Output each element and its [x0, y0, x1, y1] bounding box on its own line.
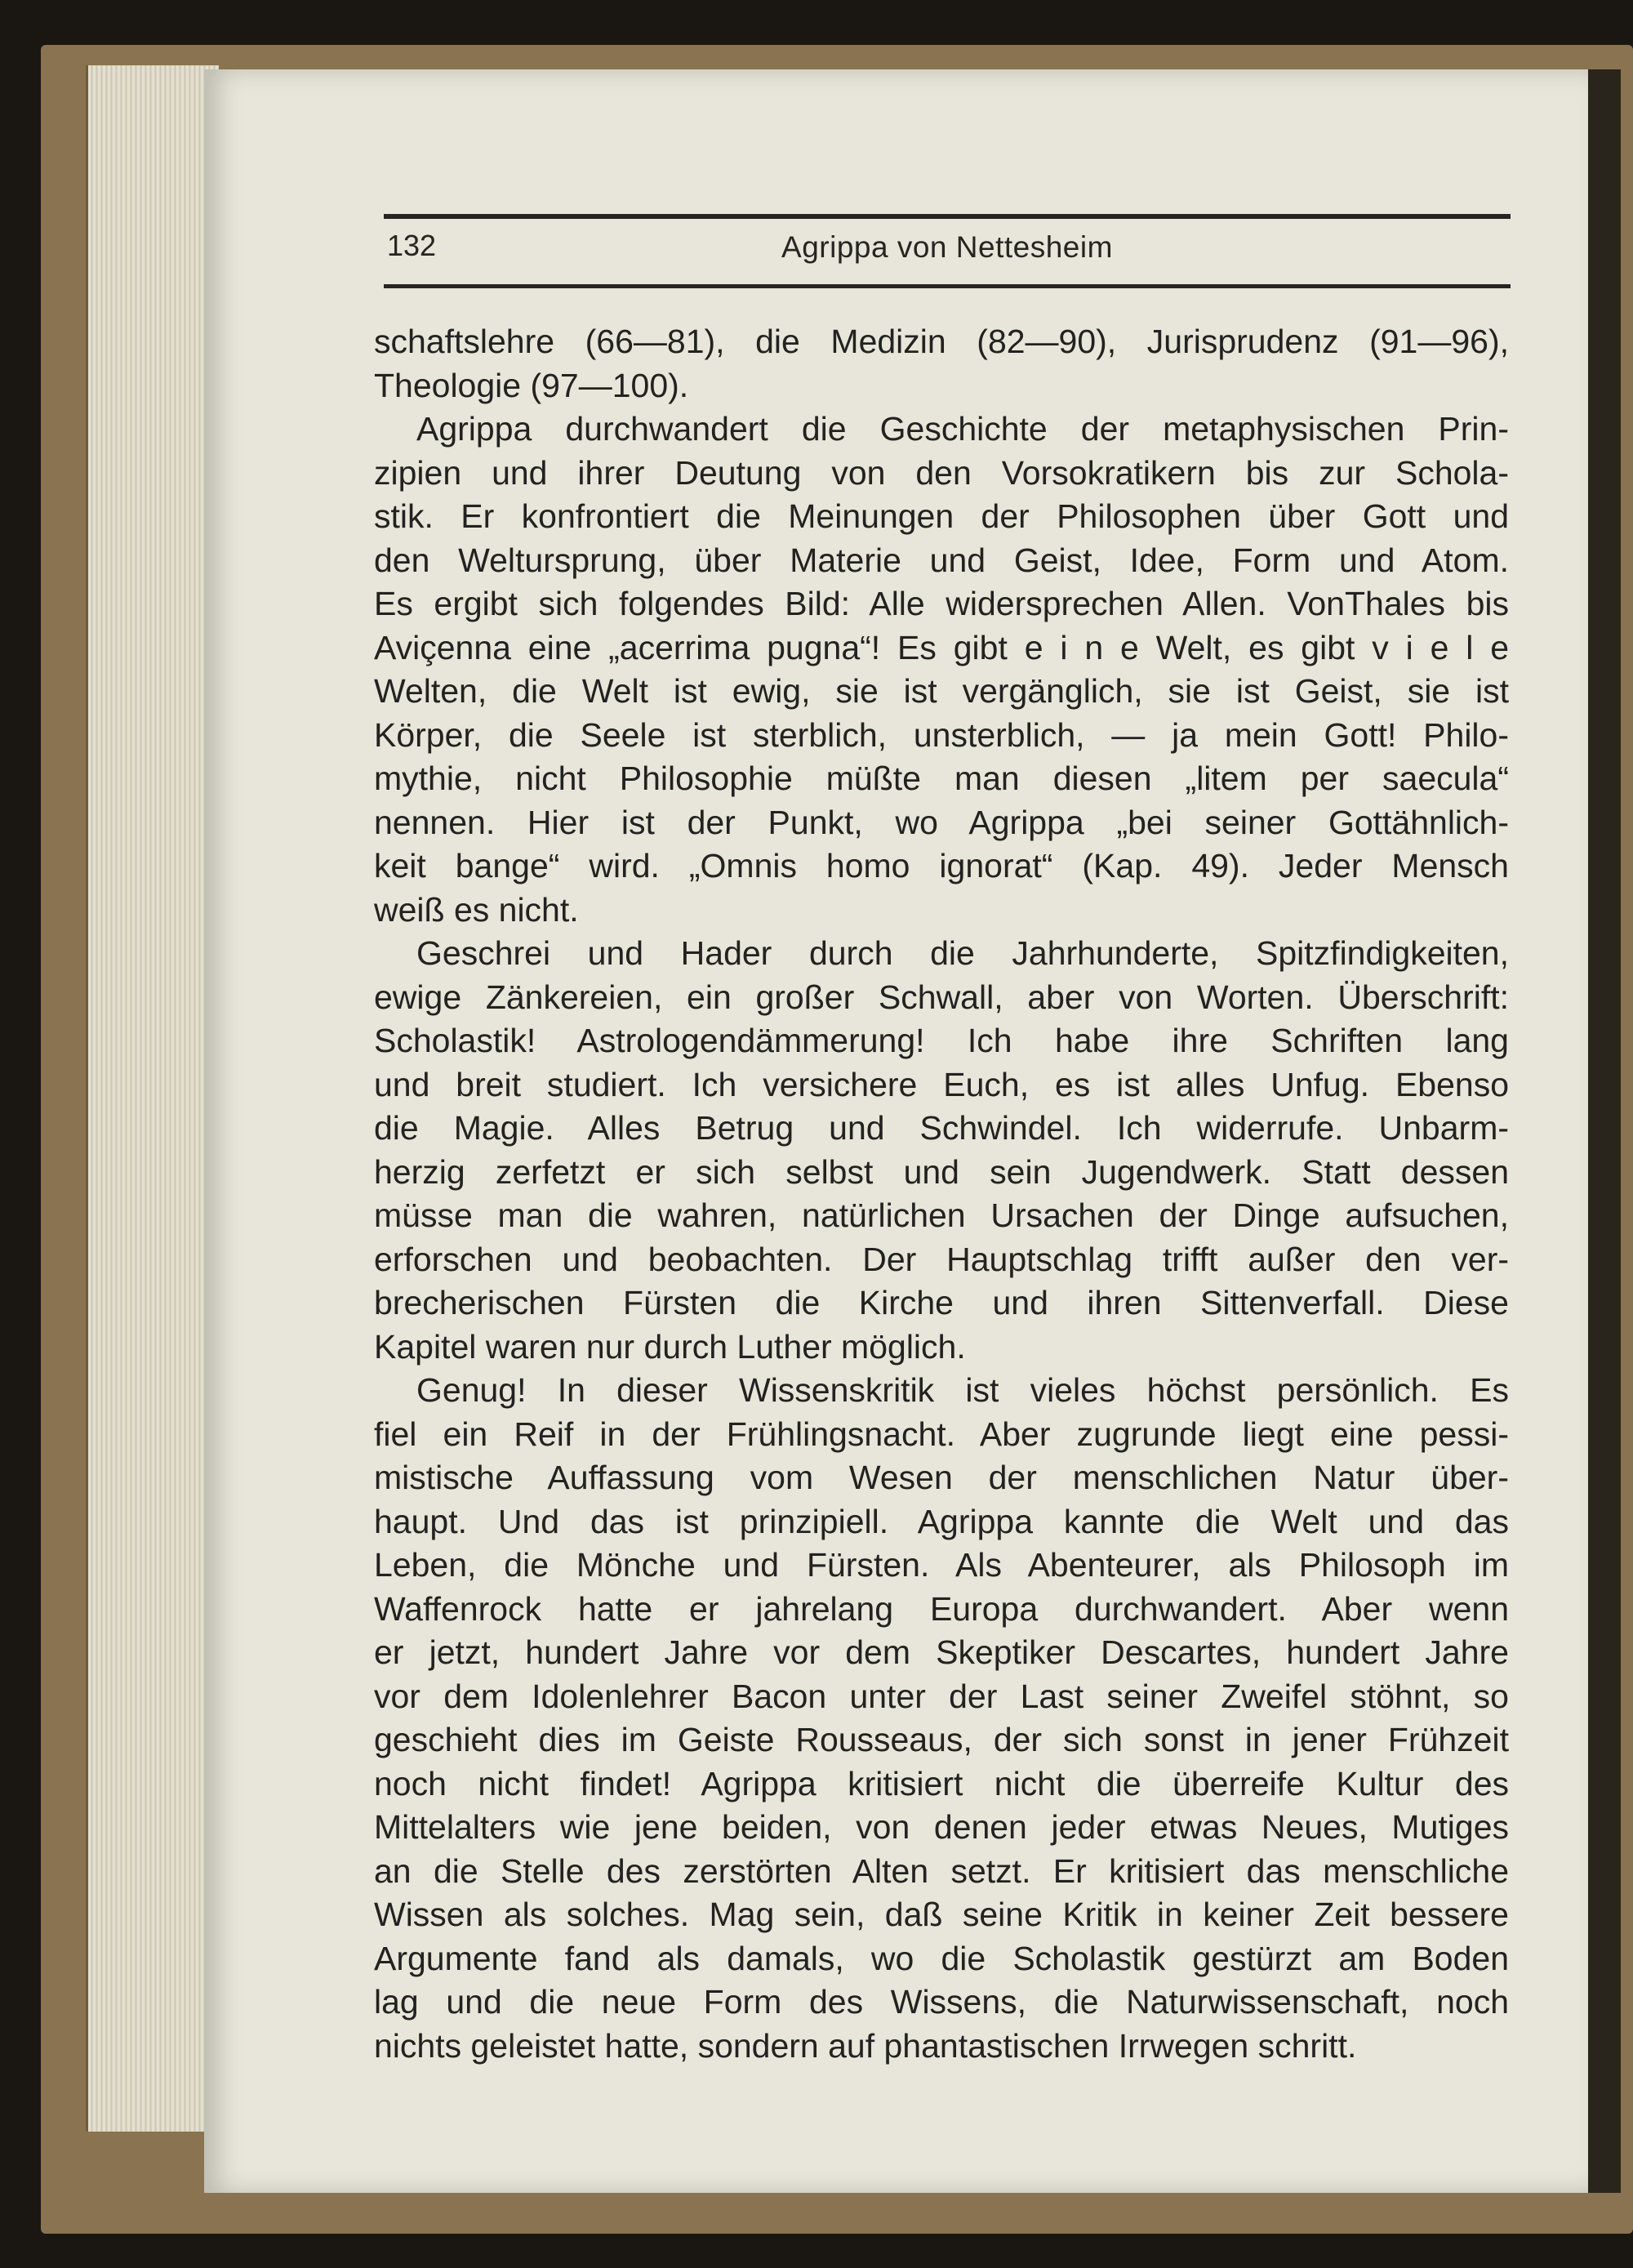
text-line: stik. Er konfrontiert die Meinungen der Philosophen über Gott und	[374, 497, 1509, 535]
facing-page-edge	[1588, 69, 1621, 2193]
text-line: Geschrei und Hader durch die Jahrhunderte, Spitzfindigkeiten,	[416, 934, 1509, 972]
text-line: Theologie (97—100).	[374, 366, 689, 404]
text-line: vor dem Idolenlehrer Bacon unter der Last seiner Zweifel stöhnt, so	[374, 1677, 1509, 1715]
text-line: brecherischen Fürsten die Kirche und ihren Sittenverfall. Diese	[374, 1284, 1509, 1321]
text-line: Argumente fand als damals, wo die Scholastik gestürzt am Boden	[374, 1939, 1509, 1977]
text-line: den Weltursprung, über Materie und Geist, Idee, Form und Atom.	[374, 541, 1509, 579]
text-line: die Magie. Alles Betrug und Schwindel. Ich widerrufe. Unbarm-	[374, 1109, 1509, 1147]
text-line: Wissen als solches. Mag sein, daß seine Kritik in keiner Zeit bessere	[374, 1896, 1509, 1933]
text-line: keit bange“ wird. „Omnis homo ignorat“ (Kap. 49). Jeder Mensch	[374, 847, 1509, 884]
text-line: herzig zerfetzt er sich selbst und sein Jugendwerk. Statt dessen	[374, 1152, 1509, 1191]
text-line: schaftslehre (66—81), die Medizin (82—90), Jurisprudenz (91—96),	[374, 323, 1509, 360]
text-line: Kapitel waren nur durch Luther möglich.	[374, 1327, 966, 1366]
text-line: ewige Zänkereien, ein großer Schwall, aber von Worten. Überschrift:	[374, 978, 1509, 1016]
text-line: geschieht dies im Geiste Rousseaus, der sich sonst in jener Frühzeit	[374, 1721, 1509, 1758]
text-line: nennen. Hier ist der Punkt, wo Agrippa „bei seiner Gottähnlich-	[374, 803, 1509, 841]
text-line: lag und die neue Form des Wissens, die Naturwissenschaft, noch	[374, 1983, 1509, 2021]
paragraph	[374, 320, 1509, 408]
page-number: 132	[387, 229, 437, 262]
paragraph	[374, 932, 1509, 1369]
text-line: Mittelalters wie jene beiden, von denen jeder etwas Neues, Mutiges	[374, 1808, 1509, 1846]
text-line: und breit studiert. Ich versichere Euch, es ist alles Unfug. Ebenso	[374, 1065, 1509, 1103]
text-line: müsse man die wahren, natürlichen Ursachen der Dinge aufsuchen,	[374, 1196, 1509, 1234]
paragraph	[374, 1369, 1509, 2068]
text-line: noch nicht findet! Agrippa kritisiert nicht die überreife Kultur des	[374, 1764, 1509, 1802]
text-line: Waffenrock hatte er jahrelang Europa durchwandert. Aber wenn	[374, 1589, 1509, 1628]
text-line: Welten, die Welt ist ewig, sie ist vergänglich, sie ist Geist, sie ist	[374, 672, 1509, 710]
text-line: Leben, die Mönche und Fürsten. Als Abenteurer, als Philosoph im	[374, 1546, 1509, 1584]
text-line: Es ergibt sich folgendes Bild: Alle widersprechen Allen. VonThales bis	[374, 585, 1509, 622]
running-title: Agrippa von Nettesheim	[781, 230, 1113, 264]
text-line: Scholastik! Astrologendämmerung! Ich habe ihre Schriften lang	[374, 1022, 1509, 1059]
text-line: an die Stelle des zerstörten Alten setzt. Er kritisiert das menschliche	[374, 1851, 1509, 1890]
text-line: er jetzt, hundert Jahre vor dem Skeptiker Descartes, hundert Jahre	[374, 1633, 1509, 1671]
text-line: Agrippa durchwandert die Geschichte der metaphysischen Prin-	[416, 410, 1509, 448]
text-line: mythie, nicht Philosophie müßte man diesen „litem per saecula“	[374, 760, 1509, 797]
page-stack-edges	[86, 65, 219, 2132]
text-line: nichts geleistet hatte, sondern auf phantastischen Irrwegen schritt.	[374, 2026, 1357, 2065]
text-line: mistische Auffassung vom Wesen der menschlichen Natur über-	[374, 1459, 1509, 1496]
text-line: weiß es nicht.	[374, 890, 579, 929]
text-line: Genug! In dieser Wissenskritik ist vieles höchst persönlich. Es	[416, 1371, 1509, 1409]
text-line: Aviçenna eine „acerrima pugna“! Es gibt e i n e Welt, es gibt v i e l e	[374, 628, 1509, 666]
text-line: Körper, die Seele ist sterblich, unsterblich, — ja mein Gott! Philo-	[374, 715, 1509, 754]
text-line: fiel ein Reif in der Frühlingsnacht. Aber zugrunde liegt eine pessi-	[374, 1415, 1509, 1453]
text-line: erforschen und beobachten. Der Hauptschlag trifft außer den ver-	[374, 1240, 1509, 1278]
paragraph	[374, 408, 1509, 932]
body-text	[374, 320, 1509, 2068]
running-head	[384, 214, 1511, 288]
text-line: zipien und ihrer Deutung von den Vorsokratikern bis zur Schola-	[374, 453, 1509, 492]
text-line: haupt. Und das ist prinzipiell. Agrippa kannte die Welt und das	[374, 1502, 1509, 1540]
